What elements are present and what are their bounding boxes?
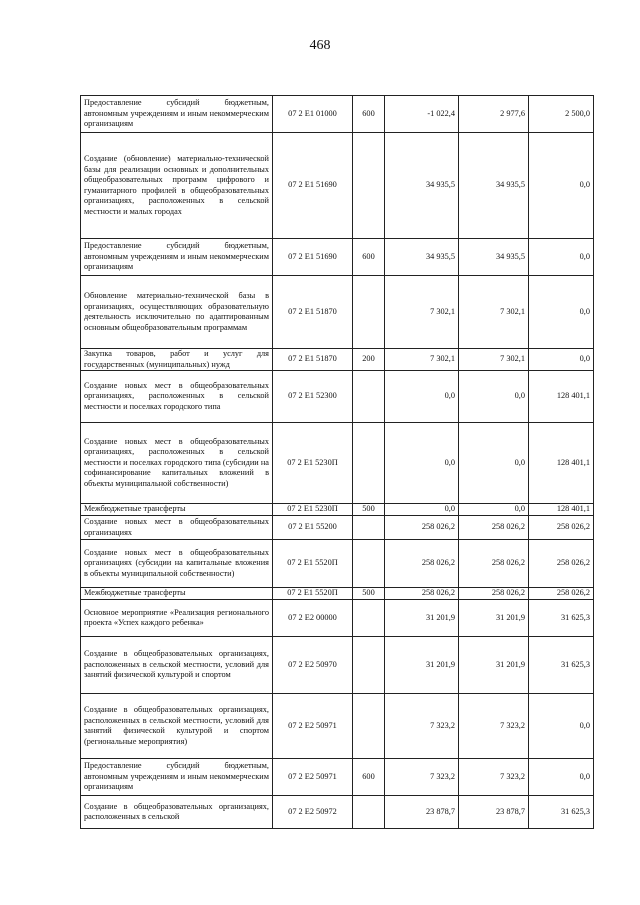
cell-name: Предоставление субсидий бюджетным, автономным учреждениям и иным некоммерческим организациям <box>81 239 273 276</box>
table-row <box>81 588 594 600</box>
cell-amount-year-3: 31 625,3 <box>529 600 594 637</box>
cell-amount-year-3: 128 401,1 <box>529 504 594 516</box>
cell-name: Создание в общеобразовательных организациях, расположенных в сельской <box>81 796 273 829</box>
cell-amount-year-3: 0,0 <box>529 239 594 276</box>
cell-amount-year-1: 0,0 <box>385 371 459 423</box>
table-row <box>81 423 594 504</box>
table-row <box>81 516 594 540</box>
cell-amount-year-1: 34 935,5 <box>385 133 459 239</box>
cell-target-code: 07 2 E2 50970 <box>273 637 353 694</box>
cell-name: Межбюджетные трансферты <box>81 588 273 600</box>
cell-expense-type <box>353 694 385 759</box>
cell-amount-year-3: 0,0 <box>529 133 594 239</box>
table-row <box>81 540 594 588</box>
cell-amount-year-1: 258 026,2 <box>385 540 459 588</box>
budget-table <box>80 95 594 829</box>
cell-target-code: 07 2 E2 00000 <box>273 600 353 637</box>
cell-amount-year-2: 7 323,2 <box>459 759 529 796</box>
cell-target-code: 07 2 E2 50971 <box>273 694 353 759</box>
table-row <box>81 694 594 759</box>
cell-target-code: 07 2 E1 51870 <box>273 349 353 371</box>
cell-amount-year-2: 258 026,2 <box>459 588 529 600</box>
cell-name: Предоставление субсидий бюджетным, автономным учреждениям и иным некоммерческим организациям <box>81 759 273 796</box>
cell-expense-type <box>353 796 385 829</box>
cell-expense-type: 600 <box>353 239 385 276</box>
cell-amount-year-3: 0,0 <box>529 276 594 349</box>
cell-expense-type <box>353 540 385 588</box>
cell-amount-year-2: 31 201,9 <box>459 637 529 694</box>
table-row <box>81 349 594 371</box>
cell-expense-type <box>353 133 385 239</box>
cell-expense-type <box>353 516 385 540</box>
cell-amount-year-3: 128 401,1 <box>529 423 594 504</box>
cell-amount-year-1: 34 935,5 <box>385 239 459 276</box>
cell-amount-year-2: 0,0 <box>459 423 529 504</box>
cell-amount-year-1: 7 323,2 <box>385 759 459 796</box>
cell-target-code: 07 2 E1 5230П <box>273 504 353 516</box>
cell-amount-year-2: 7 302,1 <box>459 349 529 371</box>
cell-expense-type: 600 <box>353 759 385 796</box>
table-row <box>81 96 594 133</box>
cell-expense-type: 200 <box>353 349 385 371</box>
cell-name: Закупка товаров, работ и услуг для государственных (муниципальных) нужд <box>81 349 273 371</box>
cell-amount-year-3: 258 026,2 <box>529 588 594 600</box>
cell-amount-year-1: 31 201,9 <box>385 637 459 694</box>
cell-name: Создание новых мест в общеобразовательных организациях (субсидии на капитальные вложения в объекты муниципальной собственности) <box>81 540 273 588</box>
cell-amount-year-1: 0,0 <box>385 423 459 504</box>
cell-target-code: 07 2 E1 5230П <box>273 423 353 504</box>
cell-amount-year-3: 128 401,1 <box>529 371 594 423</box>
cell-target-code: 07 2 E2 50971 <box>273 759 353 796</box>
cell-expense-type <box>353 423 385 504</box>
cell-target-code: 07 2 E1 01000 <box>273 96 353 133</box>
cell-amount-year-3: 0,0 <box>529 759 594 796</box>
cell-expense-type: 500 <box>353 504 385 516</box>
cell-expense-type <box>353 371 385 423</box>
cell-name: Обновление материально-технической базы в организациях, осуществляющих образовательную деятельность исключительно по адаптированным основным общеобразовательным программам <box>81 276 273 349</box>
table-row <box>81 276 594 349</box>
cell-target-code: 07 2 E1 5520П <box>273 540 353 588</box>
cell-amount-year-3: 31 625,3 <box>529 796 594 829</box>
cell-amount-year-3: 31 625,3 <box>529 637 594 694</box>
cell-name: Основное мероприятие «Реализация регионального проекта «Успех каждого ребенка» <box>81 600 273 637</box>
cell-name: Предоставление субсидий бюджетным, автономным учреждениям и иным некоммерческим организациям <box>81 96 273 133</box>
cell-amount-year-2: 34 935,5 <box>459 239 529 276</box>
page-number: 468 <box>309 38 331 53</box>
table-row <box>81 637 594 694</box>
cell-target-code: 07 2 E2 50972 <box>273 796 353 829</box>
cell-name: Межбюджетные трансферты <box>81 504 273 516</box>
cell-expense-type: 500 <box>353 588 385 600</box>
cell-amount-year-2: 0,0 <box>459 371 529 423</box>
cell-expense-type <box>353 637 385 694</box>
cell-amount-year-3: 0,0 <box>529 694 594 759</box>
cell-name: Создание в общеобразовательных организациях, расположенных в сельской местности, условий для занятий физической культурой и спортом (региональные мероприятия) <box>81 694 273 759</box>
cell-amount-year-3: 258 026,2 <box>529 540 594 588</box>
cell-amount-year-2: 0,0 <box>459 504 529 516</box>
cell-amount-year-1: 0,0 <box>385 504 459 516</box>
cell-amount-year-2: 23 878,7 <box>459 796 529 829</box>
cell-name: Создание новых мест в общеобразовательных организациях <box>81 516 273 540</box>
cell-expense-type <box>353 276 385 349</box>
cell-amount-year-2: 2 977,6 <box>459 96 529 133</box>
table-row <box>81 133 594 239</box>
cell-amount-year-2: 258 026,2 <box>459 540 529 588</box>
cell-amount-year-1: -1 022,4 <box>385 96 459 133</box>
cell-amount-year-3: 0,0 <box>529 349 594 371</box>
cell-target-code: 07 2 E1 55200 <box>273 516 353 540</box>
cell-name: Создание новых мест в общеобразовательных организациях, расположенных в сельской местности и поселках городского типа <box>81 371 273 423</box>
cell-expense-type <box>353 600 385 637</box>
cell-amount-year-1: 7 302,1 <box>385 349 459 371</box>
table-row <box>81 239 594 276</box>
cell-target-code: 07 2 E1 51690 <box>273 133 353 239</box>
cell-amount-year-1: 258 026,2 <box>385 516 459 540</box>
table-row <box>81 759 594 796</box>
cell-amount-year-1: 258 026,2 <box>385 588 459 600</box>
cell-amount-year-1: 23 878,7 <box>385 796 459 829</box>
cell-amount-year-1: 31 201,9 <box>385 600 459 637</box>
cell-amount-year-3: 258 026,2 <box>529 516 594 540</box>
cell-target-code: 07 2 E1 52300 <box>273 371 353 423</box>
cell-target-code: 07 2 E1 5520П <box>273 588 353 600</box>
cell-amount-year-2: 34 935,5 <box>459 133 529 239</box>
cell-amount-year-1: 7 302,1 <box>385 276 459 349</box>
cell-target-code: 07 2 E1 51870 <box>273 276 353 349</box>
cell-amount-year-3: 2 500,0 <box>529 96 594 133</box>
cell-name: Создание в общеобразовательных организациях, расположенных в сельской местности, условий для занятий физической культурой и спортом <box>81 637 273 694</box>
cell-amount-year-2: 7 323,2 <box>459 694 529 759</box>
budget-table-body <box>81 96 594 829</box>
table-row <box>81 796 594 829</box>
cell-amount-year-2: 31 201,9 <box>459 600 529 637</box>
cell-amount-year-2: 7 302,1 <box>459 276 529 349</box>
cell-expense-type: 600 <box>353 96 385 133</box>
cell-name: Создание (обновление) материально-технической базы для реализации основных и дополнительных общеобразовательных программ цифрового и гуманитарного профилей в общеобразовательных организациях, расположенных в сельской местности и малых городах <box>81 133 273 239</box>
table-row <box>81 371 594 423</box>
cell-name: Создание новых мест в общеобразовательных организациях, расположенных в сельской местности и поселках городского типа (субсидии на софинансирование капитальных вложений в объекты муниципальной собственности) <box>81 423 273 504</box>
table-row <box>81 600 594 637</box>
cell-amount-year-2: 258 026,2 <box>459 516 529 540</box>
cell-amount-year-1: 7 323,2 <box>385 694 459 759</box>
table-row <box>81 504 594 516</box>
cell-target-code: 07 2 E1 51690 <box>273 239 353 276</box>
